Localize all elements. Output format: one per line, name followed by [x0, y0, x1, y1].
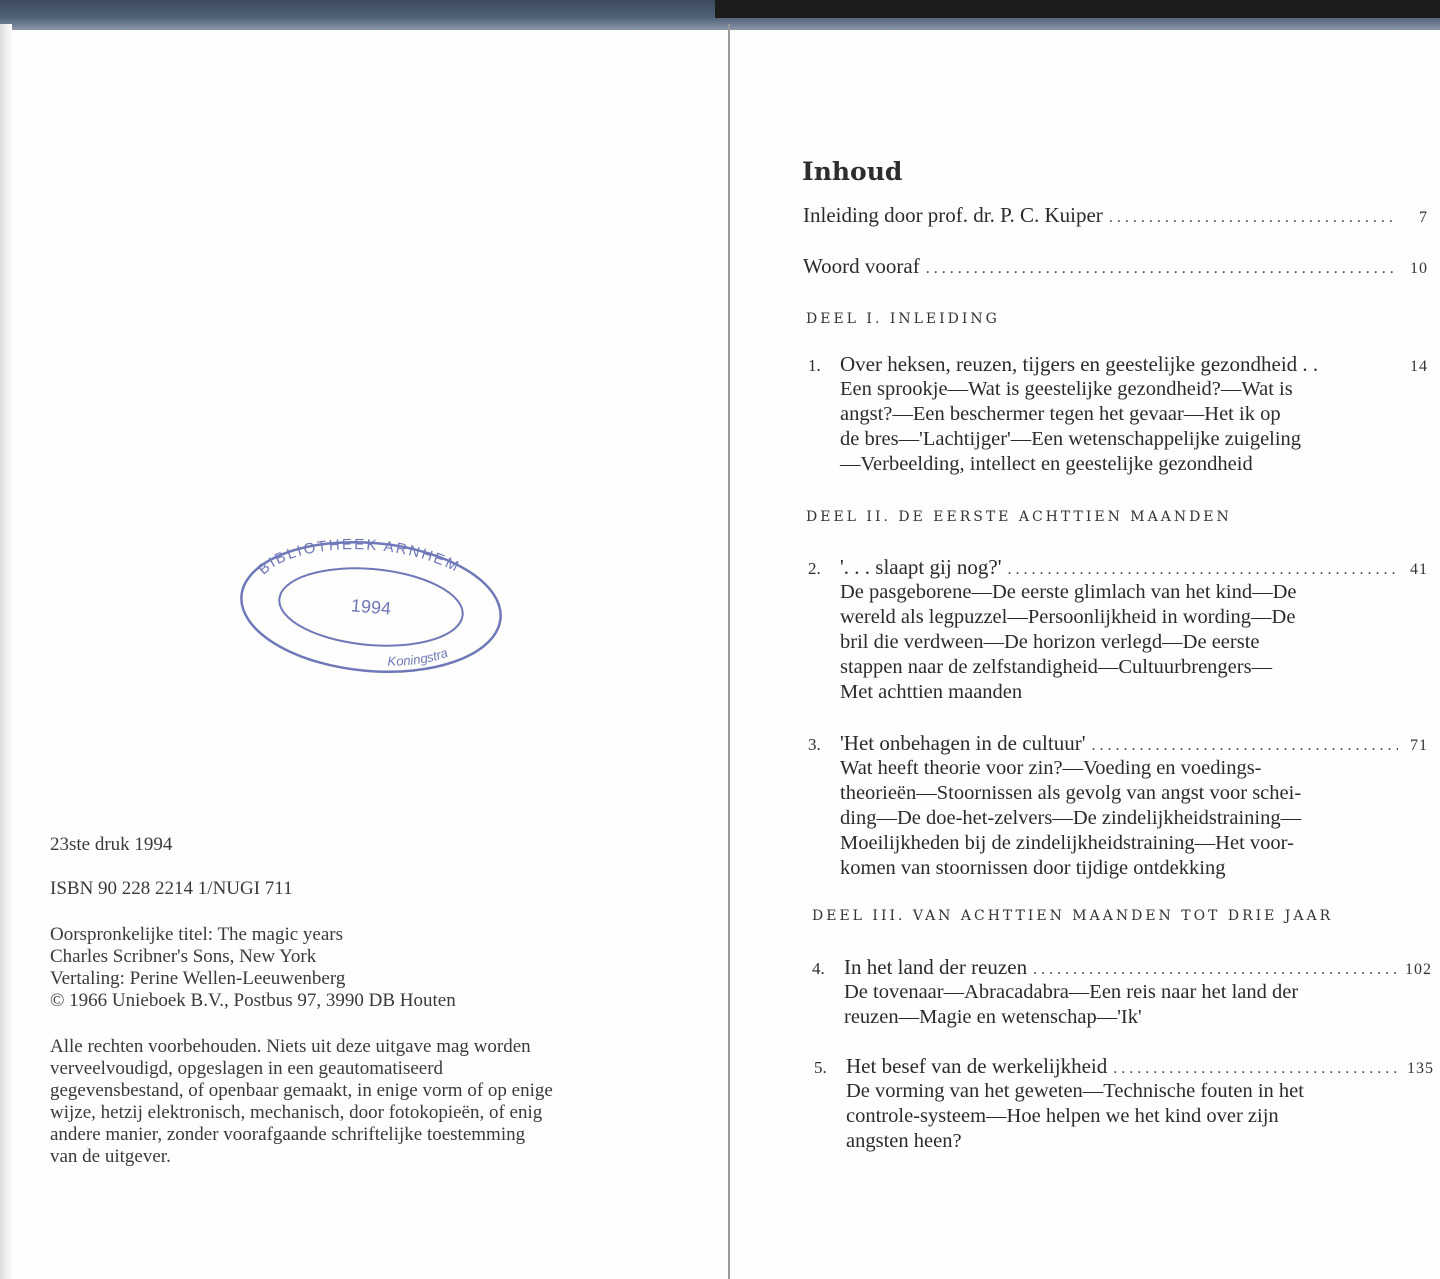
chapter-title: '. . . slaapt gij nog?'	[840, 555, 1002, 579]
description-line: Wat heeft theorie voor zin?—Voeding en voedings-	[840, 757, 1262, 779]
description-line: De pasgeborene—De eerste glimlach van het kind—De	[840, 581, 1297, 603]
page-shadow	[0, 24, 12, 1279]
description-line: theorieën—Stoornissen als gevolg van angst voor schei-	[840, 782, 1302, 804]
toc-chapter	[812, 955, 1432, 1030]
library-stamp	[230, 526, 511, 687]
part-heading: DEEL I. INLEIDING	[806, 311, 1000, 327]
chapter-number: 1.	[808, 356, 821, 375]
chapter-title: Het besef van de werkelijkheid	[846, 1054, 1108, 1078]
description-line: controle-systeem—Hoe helpen we het kind over zijn	[846, 1105, 1279, 1127]
chapter-number: 2.	[808, 559, 821, 578]
rights-line: wijze, hetzij elektronisch, mechanisch, door fotokopieën, of enig	[50, 1102, 543, 1123]
description-line: De tovenaar—Abracadabra—Een reis naar het land der	[844, 981, 1299, 1003]
colophon-line: Charles Scribner's Sons, New York	[50, 946, 317, 967]
rights-line: gegevensbestand, of openbaar gemaakt, in enige vorm of op enige	[50, 1080, 553, 1101]
toc-page-number: 7	[1419, 209, 1428, 226]
chapter-number: 5.	[814, 1058, 827, 1077]
colophon-line: Oorspronkelijke titel: The magic years	[50, 924, 344, 945]
description-line: De vorming van het geweten—Technische fouten in het	[846, 1080, 1304, 1102]
dot-leader	[1033, 961, 1399, 979]
dot-leader	[1092, 737, 1399, 755]
library-stamp-graphic	[230, 526, 511, 687]
description-line: Een sprookje—Wat is geestelijke gezondheid?—Wat is	[840, 378, 1293, 400]
description-line: Moeilijkheden bij de zindelijkheidstraining—Het voor-	[840, 832, 1294, 854]
description-line: stappen naar de zelfstandigheid—Cultuurbrengers—	[840, 656, 1273, 678]
chapter-description	[840, 377, 1388, 477]
chapter-title: 'Het onbehagen in de cultuur'	[840, 731, 1086, 755]
chapter-description	[840, 756, 1388, 881]
chapter-title: Over heksen, reuzen, tijgers en geestelijke gezondheid . .	[840, 352, 1319, 376]
description-line: wereld als legpuzzel—Persoonlijkheid in wording—De	[840, 606, 1296, 628]
colophon-line: © 1966 Unieboek B.V., Postbus 97, 3990 DB Houten	[50, 990, 456, 1011]
chapter-description	[844, 980, 1392, 1030]
book-spine	[728, 24, 730, 1279]
rights-line: andere manier, zonder voorafgaande schriftelijke toestemming	[50, 1124, 526, 1145]
description-line: de bres—'Lachtijger'—Een wetenschappelijke zuigeling	[840, 428, 1302, 450]
dot-leader	[1113, 1060, 1401, 1078]
stamp-top-text: BIBLIOTHEEK ARNHEM	[254, 536, 463, 579]
description-line: Met achttien maanden	[840, 681, 1023, 703]
rights-line: Alle rechten voorbehouden. Niets uit deze uitgave mag worden	[50, 1036, 531, 1057]
dot-leader	[1109, 209, 1398, 227]
contents-title: Inhoud	[802, 157, 903, 186]
edition-line: 23ste druk 1994	[50, 834, 173, 855]
description-line: —Verbeelding, intellect en geestelijke gezondheid	[840, 453, 1253, 475]
rights-notice	[50, 1036, 640, 1168]
part-heading: DEEL III. VAN ACHTTIEN MAANDEN TOT DRIE JAAR	[812, 908, 1334, 924]
description-line: bril die verdween—De horizon verlegd—De eerste	[840, 631, 1260, 653]
toc-entry-foreword	[803, 254, 1428, 279]
stamp-year: 1994	[350, 595, 392, 619]
description-line: angst?—Een beschermer tegen het gevaar—Het ik op	[840, 403, 1281, 425]
toc-chapter	[808, 731, 1428, 881]
description-line: reuzen—Magie en wetenschap—'Ik'	[844, 1006, 1142, 1028]
chapter-number: 3.	[808, 735, 821, 754]
toc-chapter	[808, 352, 1428, 477]
toc-page-number: 41	[1410, 561, 1428, 578]
description-line: ding—De doe-het-zelvers—De zindelijkheidstraining—	[840, 807, 1302, 829]
book-cover-edge-dark	[715, 0, 1440, 18]
dot-leader	[926, 260, 1398, 278]
colophon-line: Vertaling: Perine Wellen-Leeuwenberg	[50, 968, 346, 989]
toc-page-number: 71	[1410, 737, 1428, 754]
toc-page-number: 102	[1405, 961, 1432, 978]
toc-page-number: 10	[1410, 260, 1428, 277]
toc-page-number: 135	[1407, 1060, 1434, 1077]
toc-entry-title: Inleiding door prof. dr. P. C. Kuiper	[803, 203, 1103, 227]
rights-line: van de uitgever.	[50, 1146, 171, 1167]
original-title-block	[50, 924, 456, 1012]
toc-entry-title: Woord vooraf	[803, 254, 920, 278]
toc-chapter	[814, 1054, 1434, 1154]
chapter-description	[846, 1079, 1394, 1154]
description-line: angsten heen?	[846, 1130, 962, 1152]
part-heading: DEEL II. DE EERSTE ACHTTIEN MAANDEN	[806, 509, 1232, 525]
toc-page-number: 14	[1410, 358, 1428, 375]
chapter-description	[840, 580, 1388, 705]
stamp-bottom-text: Koningstraat	[387, 644, 450, 669]
toc-chapter	[808, 555, 1428, 705]
dot-leader	[1008, 561, 1398, 579]
chapter-title: In het land der reuzen	[844, 955, 1028, 979]
rights-line: verveelvoudigd, opgeslagen in een geautomatiseerd	[50, 1058, 444, 1079]
toc-entry-intro	[803, 203, 1428, 228]
chapter-number: 4.	[812, 959, 825, 978]
description-line: komen van stoornissen door tijdige ontdekking	[840, 857, 1226, 879]
isbn-line: ISBN 90 228 2214 1/NUGI 711	[50, 878, 293, 899]
